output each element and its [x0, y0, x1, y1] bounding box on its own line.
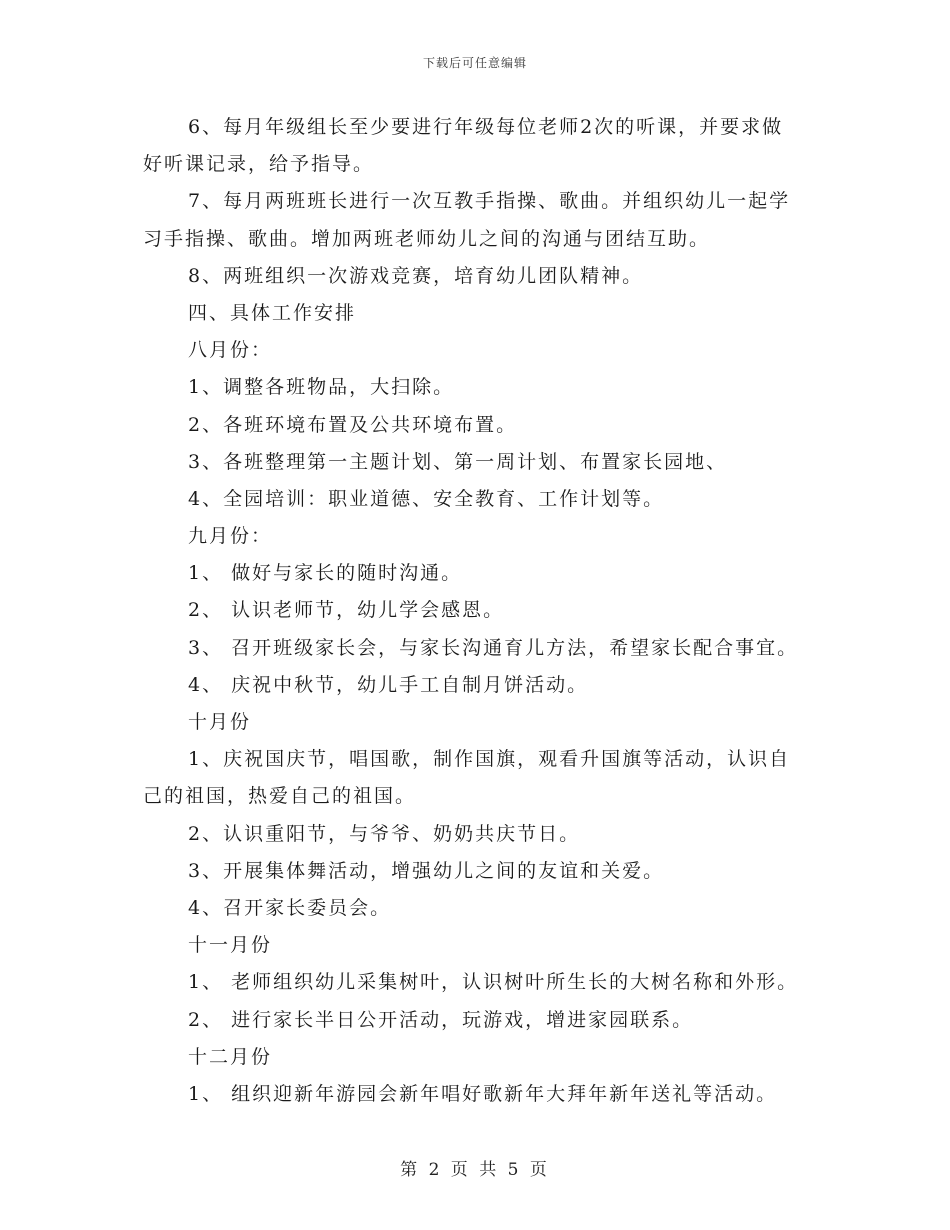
text-line: 3、 召开班级家长会，与家长沟通育儿方法，希望家长配合事宜。: [188, 636, 799, 659]
text-line: 习手指操、歌曲。增加两班老师幼儿之间的沟通与团结互助。: [143, 227, 711, 250]
text-line: 2、 认识老师节，幼儿学会感恩。: [188, 599, 505, 622]
text-line: 2、各班环境布置及公共环境布置。: [188, 413, 518, 436]
month-heading: 九月份：: [188, 525, 273, 548]
text-line: 4、 庆祝中秋节，幼儿手工自制月饼活动。: [188, 673, 589, 696]
text-line: 7、每月两班班长进行一次互教手指操、歌曲。并组织幼儿一起学: [188, 190, 791, 213]
section-heading: 四、具体工作安排: [188, 301, 357, 324]
month-heading: 八月份：: [188, 339, 273, 362]
text-line: 3、各班整理第一主题计划、第一周计划、布置家长园地、: [188, 450, 728, 473]
month-heading: 十二月份: [188, 1045, 273, 1068]
month-heading: 十一月份: [188, 934, 273, 957]
text-line: 2、认识重阳节，与爷爷、奶奶共庆节日。: [188, 822, 581, 845]
text-line: 1、调整各班物品，大扫除。: [188, 376, 455, 399]
month-heading: 十月份: [188, 711, 252, 733]
text-line: 8、两班组织一次游戏竞赛，培育幼儿团队精神。: [188, 264, 644, 287]
text-line: 好听课记录，给予指导。: [143, 153, 375, 176]
page-header: 下载后可任意编辑: [422, 56, 527, 70]
text-line: 己的祖国，热爱自己的祖国。: [143, 785, 417, 808]
text-line: 6、每月年级组长至少要进行年级每位老师2次的听课，并要求做: [188, 116, 784, 138]
text-line: 1、 做好与家长的随时沟通。: [188, 562, 463, 585]
text-line: 1、庆祝国庆节，唱国歌，制作国旗，观看升国旗等活动，认识自: [188, 748, 791, 771]
text-line: 4、召开家长委员会。: [188, 896, 392, 919]
document-body: [143, 109, 808, 1113]
text-line: 3、开展集体舞活动，增强幼儿之间的友谊和关爱。: [188, 859, 665, 882]
text-line: 4、全园培训：职业道德、安全教育、工作计划等。: [188, 487, 665, 510]
text-line: 1、 组织迎新年游园会新年唱好歌新年大拜年新年送礼等活动。: [188, 1082, 778, 1105]
text-line: 1、 老师组织幼儿采集树叶，认识树叶所生长的大树名称和外形。: [188, 971, 799, 994]
text-line: 2、 进行家长半日公开活动，玩游戏，增进家园联系。: [188, 1008, 694, 1031]
page-footer: 第 2 页 共 5 页: [400, 1160, 550, 1180]
